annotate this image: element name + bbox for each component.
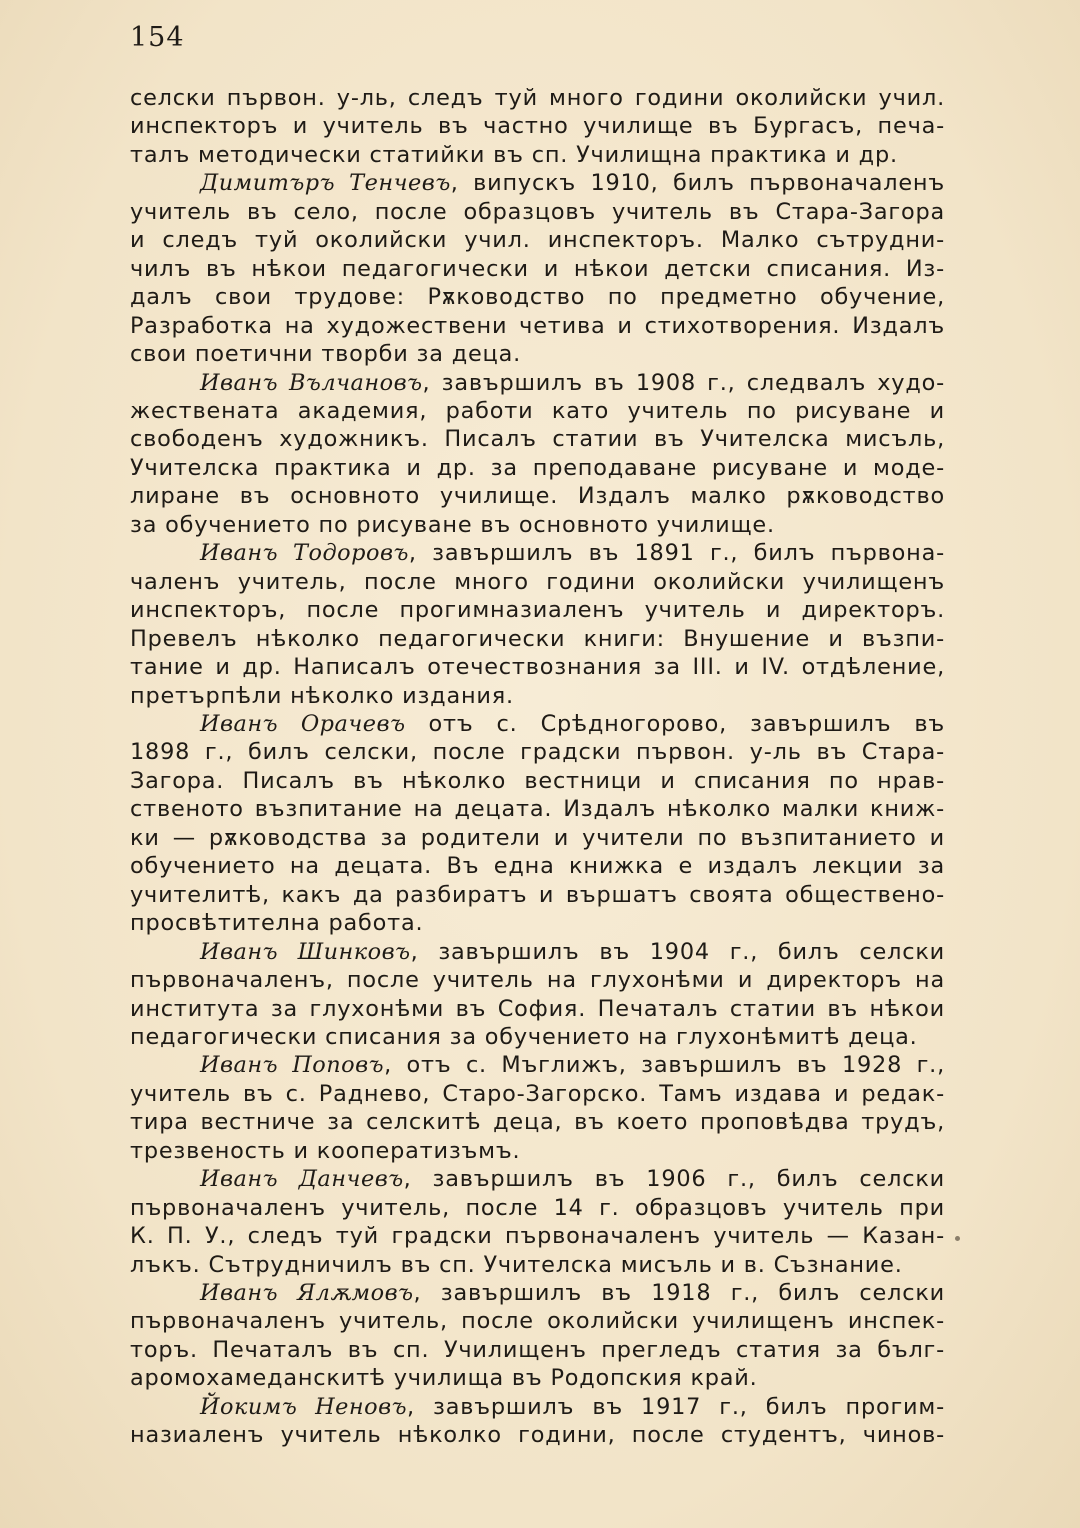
text-line: чаленъ учитель, после много години околийски училищенъ — [130, 568, 945, 595]
entry-first-line — [130, 1279, 945, 1307]
text-line: ки — рѫководства за родители и учители по възпитанието и — [130, 824, 945, 851]
text-line: учитель въ с. Раднево, Старо-Загорско. Тамъ издава и редак- — [130, 1080, 945, 1107]
text-line: талъ методически статийки въ сп. Училищна практика и др. — [130, 141, 898, 168]
text-line: аромохамеданскитѣ училища въ Родопския край. — [130, 1365, 758, 1392]
entry-lead-text: , випускъ 1910, билъ първоначаленъ — [450, 170, 945, 197]
text-line: Загора. Писалъ въ нѣколко вестници и списания по нрав- — [130, 767, 945, 794]
person-name: Иванъ Данчевъ — [200, 1166, 404, 1193]
text-line: трезвеность и кооператизъмъ. — [130, 1137, 521, 1164]
biography-entry — [130, 710, 945, 938]
biography-entry — [130, 938, 945, 1052]
text-line: чилъ въ нѣкои педагогически и нѣкои детски списания. Из- — [130, 255, 945, 282]
entry-lead-text: , завършилъ въ 1918 г., билъ селски — [413, 1280, 945, 1307]
text-line: ственото възпитание на децата. Издалъ нѣколко малки книж- — [130, 796, 945, 823]
text-line: Учителска практика и др. за преподаване рисуване и моде- — [130, 454, 945, 481]
text-line: 1898 г., билъ селски, после градски първон. у-ль въ Стара- — [130, 739, 945, 766]
person-name: Димитъръ Тенчевъ — [200, 170, 451, 197]
person-name: Иванъ Тодоровъ — [200, 540, 409, 567]
page-number: 154 — [130, 22, 185, 53]
text-line: назиаленъ учитель нѣколко години, после студентъ, чинов- — [130, 1422, 945, 1449]
entry-lead-text: , завършилъ въ 1891 г., билъ първона- — [408, 540, 945, 567]
biography-entries — [130, 169, 945, 1449]
biography-entry — [130, 1051, 945, 1165]
text-line: инспекторъ и учитель въ частно училище въ Бургасъ, печа- — [130, 113, 945, 140]
biography-entry — [130, 1165, 945, 1279]
entry-first-line — [130, 1051, 945, 1079]
entry-first-line — [130, 539, 945, 567]
biography-entry — [130, 1279, 945, 1393]
text-line: Превелъ нѣколко педагогически книги: Внушение и възпи- — [130, 625, 945, 652]
entry-lead-text: , завършилъ въ 1908 г., следвалъ худо- — [422, 369, 945, 396]
entry-lead-text: , завършилъ въ 1906 г., билъ селски — [403, 1166, 945, 1193]
text-line: инспекторъ, после прогимназиаленъ учитель и директоръ. — [130, 597, 945, 624]
text-line: жествената академия, работи като учитель по рисуване и — [130, 397, 945, 424]
text-line: претърпѣли нѣколко издания. — [130, 682, 514, 709]
person-name: Иванъ Ялѫмовъ — [200, 1280, 414, 1307]
text-line: първоначаленъ учитель, после околийски училищенъ инспек- — [130, 1308, 945, 1335]
entry-first-line — [130, 369, 945, 397]
entry-lead-text: , отъ с. Мъглижъ, завършилъ въ 1928 г., — [384, 1052, 946, 1079]
text-line: Разработка на художествени четива и стихотворения. Издалъ — [130, 312, 945, 339]
text-line: тание и др. Написалъ отечествознания за III. и IV. отдѣление, — [130, 654, 945, 681]
person-name: Йокимъ Неновъ — [200, 1393, 408, 1420]
text-line: селски първон. у-ль, следъ туй много години околийски учил. — [130, 85, 945, 111]
text-line: учитель въ село, после образцовъ учитель въ Стара-Загора — [130, 198, 945, 225]
text-line: първоначаленъ учитель, после 14 г. образцовъ учитель при — [130, 1194, 945, 1221]
entry-first-line — [130, 710, 945, 738]
text-line: свободенъ художникъ. Писалъ статии въ Учителска мисъль, — [130, 426, 945, 453]
text-line: свои поетични творби за деца. — [130, 341, 522, 368]
entry-lead-text: , завършилъ въ 1904 г., билъ селски — [410, 938, 945, 965]
entry-lead-text: , завършилъ въ 1917 г., билъ прогим- — [407, 1393, 945, 1420]
text-line: учителитѣ, какъ да разбиратъ и вършатъ своята обществено- — [130, 881, 945, 908]
biography-entry — [130, 169, 945, 368]
text-line: лъкъ. Сътрудничилъ въ сп. Учителска мисъль и в. Съзнание. — [130, 1251, 903, 1278]
text-line: просвѣтителна работа. — [130, 910, 424, 937]
biography-entry — [130, 539, 945, 710]
biography-entry — [130, 1393, 945, 1450]
text-line: далъ свои трудове: Рѫководство по предметно обучение, — [130, 284, 945, 311]
entry-first-line — [130, 169, 945, 197]
entry-first-line — [130, 1393, 945, 1421]
text-line: педагогически списания за обучението на глухонѣмитѣ деца. — [130, 1023, 918, 1050]
paper-speck — [955, 1236, 960, 1241]
entry-lead-text: отъ с. Срѣдногорово, завършилъ въ — [405, 710, 946, 737]
person-name: Иванъ Орачевъ — [200, 710, 406, 737]
text-line: института за глухонѣми въ София. Печаталъ статии въ нѣкои — [130, 995, 945, 1022]
body-text — [130, 84, 945, 1450]
entry-first-line — [130, 1165, 945, 1193]
text-line: К. П. У., следъ туй градски първоначаленъ учитель — Казан- — [130, 1223, 945, 1250]
entry-first-line — [130, 938, 945, 966]
text-line: лиране въ основното училище. Издалъ малко рѫководство — [130, 483, 945, 510]
text-line: и следъ туй околийски учил. инспекторъ. Малко сътрудни- — [130, 227, 945, 254]
text-line: обучението на децата. Въ една книжка е издалъ лекции за — [130, 853, 945, 880]
text-line: тира вестниче за селскитѣ деца, въ което проповѣдва трудъ, — [130, 1109, 945, 1136]
biography-entry — [130, 369, 945, 540]
person-name: Иванъ Поповъ — [200, 1052, 385, 1079]
person-name: Иванъ Шинковъ — [200, 938, 411, 965]
text-line: торъ. Печаталъ въ сп. Училищенъ прегледъ статия за бълг- — [130, 1336, 945, 1363]
person-name: Иванъ Вълчановъ — [200, 369, 423, 396]
text-line: за обучението по рисуване въ основното училище. — [130, 511, 775, 538]
text-line: първоначаленъ, после учитель на глухонѣми и директоръ на — [130, 967, 945, 994]
